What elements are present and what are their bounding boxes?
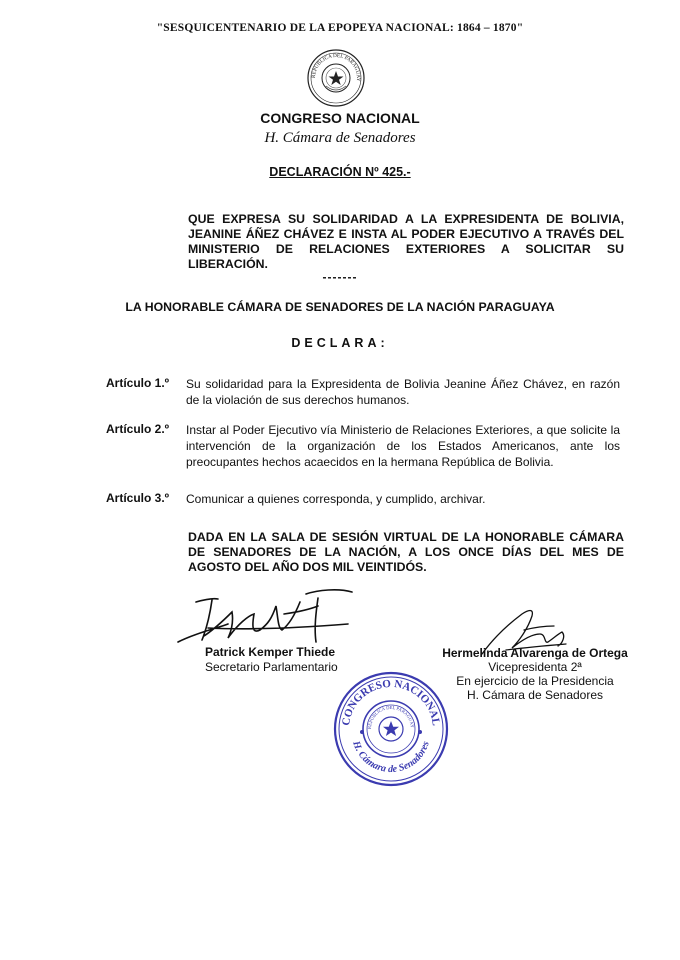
svg-text:H. Cámara de Senadores: H. Cámara de Senadores	[350, 739, 432, 776]
svg-text:REPÚBLICA DEL PARAGUAY: REPÚBLICA DEL PARAGUAY	[366, 704, 415, 730]
closing-statement: DADA EN LA SALA DE SESIÓN VIRTUAL DE LA HONORABLE CÁMARA DE SENADORES DE LA NACIÓN, A LOS ONCE DÍAS DEL MES DE AGOSTO DEL AÑO DOS MIL VEINTIDÓS.	[188, 530, 624, 574]
article-3-text: Comunicar a quienes corresponda, y cumplido, archivar.	[186, 492, 486, 506]
article-2-label: Artículo 2.º	[106, 422, 170, 436]
signatory-right-block	[440, 646, 630, 702]
separator: -------	[322, 270, 358, 284]
header-motto: "SESQUICENTENARIO DE LA EPOPEYA NACIONAL: 1864 – 1870"	[156, 22, 524, 34]
article-1-text: Su solidaridad para la Expresidenta de Bolivia Jeanine Áñez Chávez, en razón de la violación de sus derechos humanos.	[186, 377, 620, 407]
national-seal-icon	[306, 48, 366, 108]
article-2-text: Instar al Poder Ejecutivo vía Ministerio de Relaciones Exteriores, a que solicite la intervención de la organización de los Estados Americanos, ante los preocupantes hechos acaecidos en la hermana República de Bolivia.	[186, 423, 620, 469]
signature-left-icon	[168, 584, 388, 654]
chamber-full-name: LA HONORABLE CÁMARA DE SENADORES DE LA NACIÓN PARAGUAYA	[125, 300, 555, 314]
institution-name: CONGRESO NACIONAL	[260, 110, 420, 126]
signatory-left-title: Secretario Parlamentario	[205, 660, 338, 674]
declaration-summary: QUE EXPRESA SU SOLIDARIDAD A LA EXPRESIDENTA DE BOLIVIA, JEANINE ÁÑEZ CHÁVEZ E INSTA AL PODER EJECUTIVO A TRAVÉS DEL MINISTERIO DE RELACIONES EXTERIORES A SOLICITAR SU LIBERACIÓN.	[188, 212, 624, 271]
article-3-label: Artículo 3.º	[106, 491, 170, 505]
signatory-right-title: Vicepresidenta 2ª	[488, 660, 582, 674]
congress-stamp-icon	[332, 670, 450, 788]
chamber-name: H. Cámara de Senadores	[264, 130, 416, 146]
signatory-left-name: Patrick Kemper Thiede	[205, 645, 336, 659]
signatory-right-line2: En ejercicio de la Presidencia	[456, 674, 614, 688]
signatory-right-name: Hermelinda Alvarenga de Ortega	[442, 646, 628, 660]
article-1-label: Artículo 1.º	[106, 376, 170, 390]
declara-heading: DECLARA:	[291, 336, 389, 350]
signatory-right-line3: H. Cámara de Senadores	[466, 688, 604, 702]
svg-text:REPÚBLICA DEL PARAGUAY: REPÚBLICA DEL PARAGUAY	[310, 52, 362, 82]
declaration-number: DECLARACIÓN Nº 425.-	[269, 165, 411, 179]
svg-text:CONGRESO NACIONAL: CONGRESO NACIONAL	[340, 677, 442, 727]
